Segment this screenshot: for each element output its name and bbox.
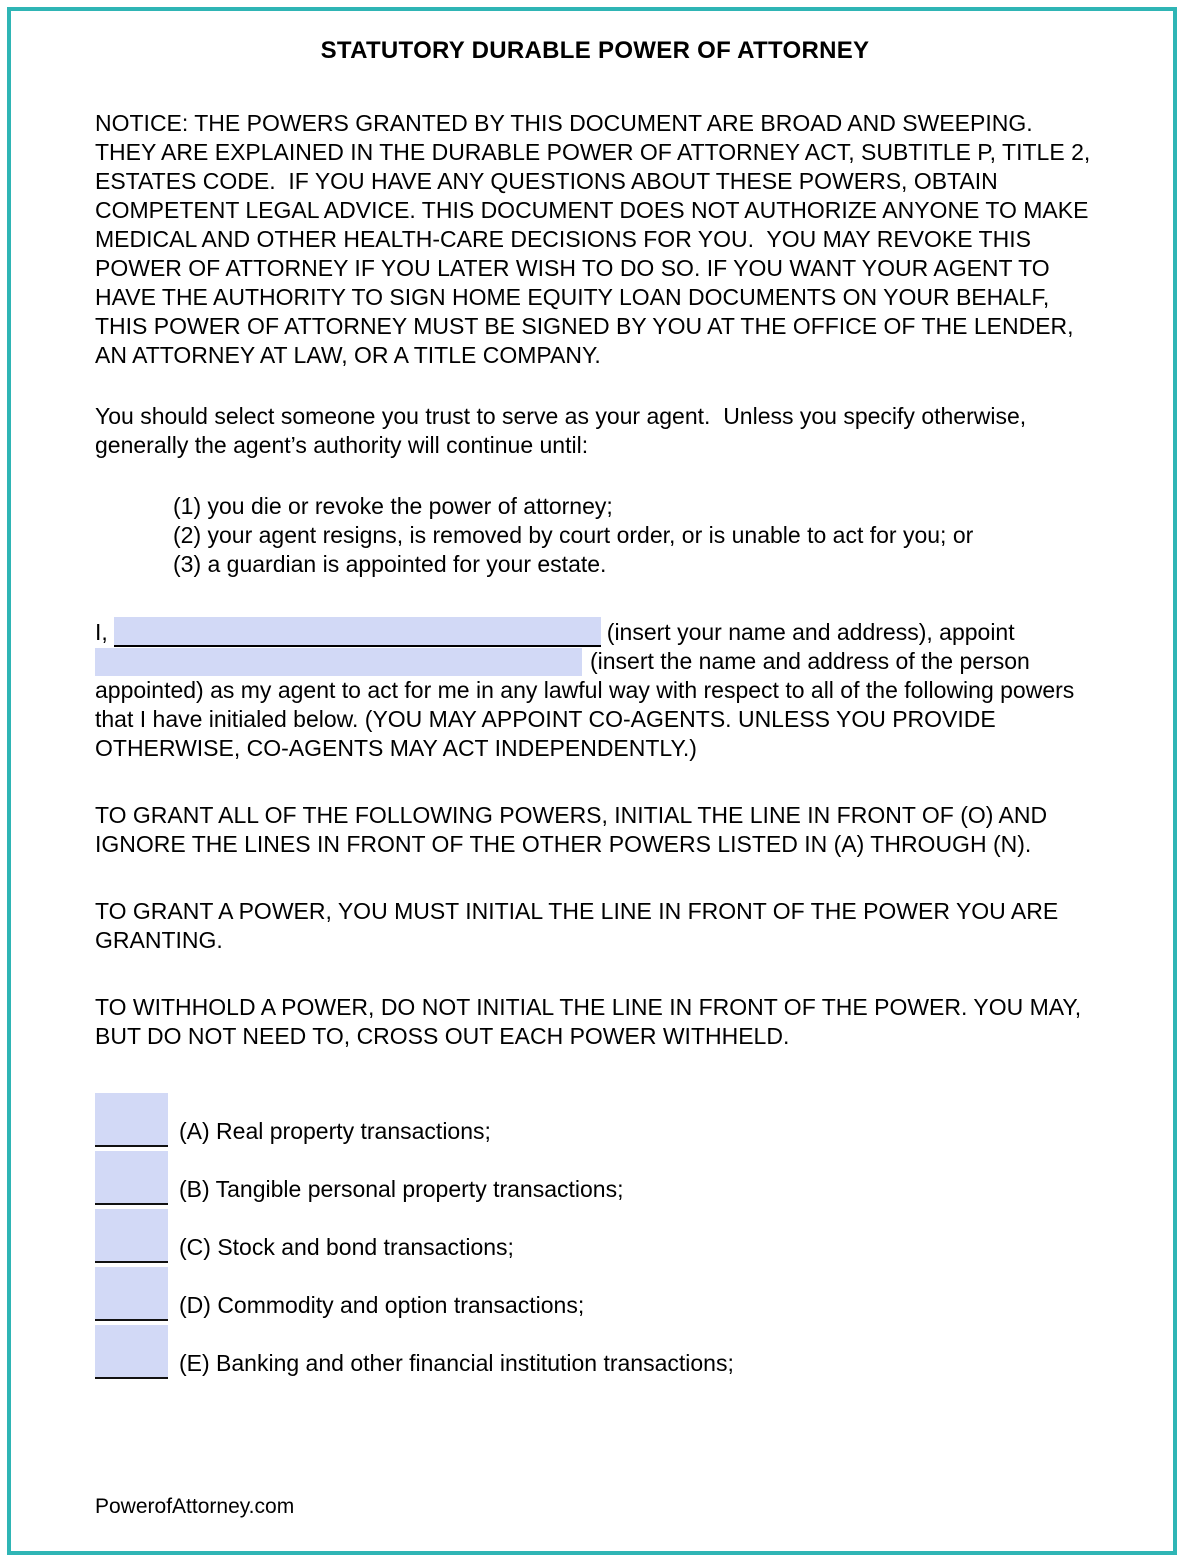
document-content — [95, 36, 1095, 1379]
power-label-c: (C) Stock and bond transactions; — [179, 1234, 514, 1260]
termination-conditions-list — [95, 492, 1095, 579]
powers-list — [95, 1089, 1095, 1379]
appointment-after-agent: (insert the name and address of the person appointed) as my agent to act for me in any lawful way with respect to all of the following powers that I have initialed below. (YOU MAY APPOINT CO-AGENTS. UNLESS YOU PROVIDE OTHERWISE, CO-AGENTS MAY ACT INDEPENDENTLY.) — [95, 648, 1075, 761]
footer-site-name: PowerofAttorney.com — [95, 1495, 295, 1518]
power-row-c — [95, 1205, 1095, 1263]
power-label-d: (D) Commodity and option transactions; — [179, 1292, 585, 1318]
principal-name-field[interactable] — [114, 617, 601, 647]
power-row-a — [95, 1089, 1095, 1147]
initial-field-b[interactable] — [95, 1151, 168, 1205]
agent-name-field[interactable] — [95, 648, 582, 676]
appointment-lead: I, — [95, 619, 108, 645]
power-label-b: (B) Tangible personal property transactions; — [179, 1176, 624, 1202]
appointment-after-principal: (insert your name and address), appoint — [606, 619, 1015, 645]
appointment-paragraph — [95, 617, 1095, 763]
power-label-a: (A) Real property transactions; — [179, 1118, 491, 1144]
initial-field-e[interactable] — [95, 1325, 168, 1379]
initial-field-c[interactable] — [95, 1209, 168, 1263]
initial-field-a[interactable] — [95, 1093, 168, 1147]
condition-item-1: (1) you die or revoke the power of attorney; — [173, 493, 613, 519]
instruction-withhold: TO WITHHOLD A POWER, DO NOT INITIAL THE LINE IN FRONT OF THE POWER. YOU MAY, BUT DO NOT NEED TO, CROSS OUT EACH POWER WITHHELD. — [95, 994, 1088, 1049]
power-row-d — [95, 1263, 1095, 1321]
notice-paragraph: NOTICE: THE POWERS GRANTED BY THIS DOCUMENT ARE BROAD AND SWEEPING. THEY ARE EXPLAINED IN THE DURABLE POWER OF ATTORNEY ACT, SUBTITLE P, TITLE 2, ESTATES CODE. IF YOU HAVE ANY QUESTIONS ABOUT THESE POWERS, OBTAIN COMPETENT LEGAL ADVICE. THIS DOCUMENT DOES NOT AUTHORIZE ANYONE TO MAKE MEDICAL AND OTHER HEALTH-CARE DECISIONS FOR YOU. YOU MAY REVOKE THIS POWER OF ATTORNEY IF YOU LATER WISH TO DO SO. IF YOU WANT YOUR AGENT TO HAVE THE AUTHORITY TO SIGN HOME EQUITY LOAN DOCUMENTS ON YOUR BEHALF, THIS POWER OF ATTORNEY MUST BE SIGNED BY YOU AT THE OFFICE OF THE LENDER, AN ATTORNEY AT LAW, OR A TITLE COMPANY. — [95, 110, 1097, 368]
condition-item-3: (3) a guardian is appointed for your estate. — [173, 551, 607, 577]
initial-field-d[interactable] — [95, 1267, 168, 1321]
power-row-b — [95, 1147, 1095, 1205]
condition-item-2: (2) your agent resigns, is removed by court order, or is unable to act for you; or — [173, 522, 974, 548]
intro-paragraph: You should select someone you trust to serve as your agent. Unless you specify otherwise, generally the agent’s authority will continue until: — [95, 403, 1033, 458]
instruction-grant-one: TO GRANT A POWER, YOU MUST INITIAL THE LINE IN FRONT OF THE POWER YOU ARE GRANTING. — [95, 898, 1065, 953]
power-label-e: (E) Banking and other financial institution transactions; — [179, 1350, 734, 1376]
instruction-grant-all: TO GRANT ALL OF THE FOLLOWING POWERS, INITIAL THE LINE IN FRONT OF (O) AND IGNORE THE LINES IN FRONT OF THE OTHER POWERS LISTED IN (A) THROUGH (N). — [95, 802, 1054, 857]
power-row-e — [95, 1321, 1095, 1379]
document-title: STATUTORY DURABLE POWER OF ATTORNEY — [320, 37, 870, 64]
